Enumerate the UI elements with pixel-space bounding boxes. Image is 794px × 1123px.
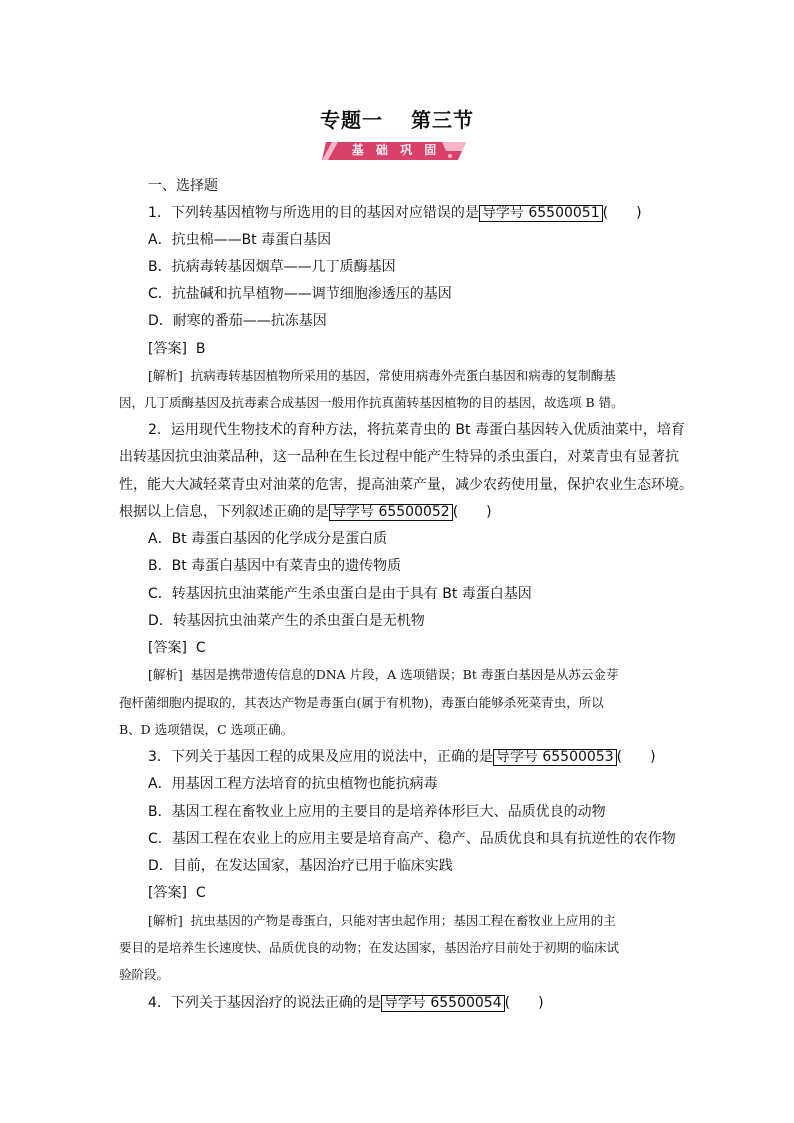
- answer-value: C: [195, 885, 206, 901]
- q3-analysis-line-3: 验阶段。: [119, 967, 170, 982]
- q1-option-a: A．抗虫棉——Bt 毒蛋白基因: [148, 232, 332, 248]
- q3-stem: 3．下列关于基因工程的成果及应用的说法中，正确的是 导学号 65500053 ( ): [148, 749, 656, 765]
- q2-analysis-line-2: 孢杆菌细胞内提取的，其表达产物是毒蛋白(属于有机物)，毒蛋白能够杀死菜青虫，所以: [119, 695, 604, 710]
- q4-stem: 4．下列关于基因治疗的说法正确的是 导学号 65500054 ( ): [148, 995, 544, 1011]
- title-right: 第三节: [411, 108, 474, 132]
- banner-text: 基 础 巩 固: [351, 143, 441, 157]
- q1-analysis-line-2: 因，几丁质酶基因及抗毒素合成基因一般用作抗真菌转基因植物的目的基因，故选项 B 错。: [119, 395, 624, 410]
- q1-guide-number[interactable]: 导学号 65500051: [479, 205, 603, 222]
- q1-option-d: D．耐寒的番茄——抗冻基因: [148, 313, 327, 329]
- section-heading: 一、选择题: [148, 178, 218, 194]
- page-title: [0, 104, 794, 133]
- q2-option-c: C．转基因抗虫油菜能产生杀虫蛋白是由于具有 Bt 毒蛋白基因: [148, 586, 532, 602]
- q2-stem-line-2: 出转基因抗虫油菜品种，这一品种在生长过程中能产生特异的杀虫蛋白，对菜青虫有显著抗: [119, 449, 679, 465]
- q3-analysis-line-1: [解析] 抗虫基因的产物是毒蛋白，只能对害虫起作用；基因工程在畜牧业上应用的主: [148, 913, 616, 928]
- q1-answer: [148, 339, 205, 359]
- q2-option-d: D．转基因抗虫油菜产生的杀虫蛋白是无机物: [148, 613, 425, 629]
- q3-analysis-line-2: 要目的是培养生长速度快、品质优良的动物；在发达国家，基因治疗目前处于初期的临床试: [119, 940, 620, 955]
- answer-tag: [答案]: [148, 885, 187, 901]
- q2-stem-line-4: 根据以上信息，下列叙述正确的是 导学号 65500052 ( ): [119, 504, 492, 520]
- q2-analysis-line-3: B、D 选项错误，C 选项正确。: [119, 722, 294, 737]
- answer-tag: [答案]: [148, 341, 187, 357]
- section-banner: [322, 140, 470, 162]
- q2-option-b: B．Bt 毒蛋白基因中有菜青虫的遗传物质: [148, 558, 402, 574]
- q4-guide-number[interactable]: 导学号 65500054: [381, 995, 505, 1012]
- q3-option-b: B．基因工程在畜牧业上应用的主要目的是培养体形巨大、品质优良的动物: [148, 804, 606, 820]
- analysis-tag: [解析]: [148, 913, 183, 928]
- q2-stem-line-3: 性，能大大减轻菜青虫对油菜的危害，提高油菜产量，减少农药使用量，保护农业生态环境。: [119, 477, 693, 493]
- q1-stem: 1．下列转基因植物与所选用的目的基因对应错误的是 导学号 65500051 ( ): [148, 205, 642, 221]
- q3-option-d: D．目前，在发达国家，基因治疗已用于临床实践: [148, 858, 453, 874]
- q2-stem-line-1: 2．运用现代生物技术的育种方法，将抗菜青虫的 Bt 毒蛋白基因转入优质油菜中，培育: [148, 422, 685, 438]
- answer-tag: [答案]: [148, 640, 187, 656]
- answer-value: C: [195, 640, 206, 656]
- q2-option-a: A．Bt 毒蛋白基因的化学成分是蛋白质: [148, 531, 388, 547]
- q3-option-a: A．用基因工程方法培育的抗虫植物也能抗病毒: [148, 776, 438, 792]
- q1-analysis-line-1: [解析] 抗病毒转基因植物所采用的基因，常使用病毒外壳蛋白基因和病毒的复制酶基: [148, 368, 616, 383]
- q3-guide-number[interactable]: 导学号 65500053: [493, 749, 617, 766]
- q3-option-c: C．基因工程在农业上的应用主要是培育高产、稳产、品质优良和具有抗逆性的农作物: [148, 831, 676, 847]
- q2-guide-number[interactable]: 导学号 65500052: [329, 504, 453, 521]
- q1-option-b: B．抗病毒转基因烟草——几丁质酶基因: [148, 259, 396, 275]
- analysis-tag: [解析]: [148, 667, 183, 682]
- q3-answer: [148, 883, 206, 903]
- q2-answer: [148, 638, 206, 658]
- title-left: 专题一: [320, 108, 383, 132]
- q2-analysis-line-1: [解析] 基因是携带遗传信息的DNA 片段，A 选项错误；Bt 毒蛋白基因是从苏云金芽: [148, 667, 619, 682]
- q1-option-c: C．抗盐碱和抗旱植物——调节细胞渗透压的基因: [148, 286, 452, 302]
- analysis-tag: [解析]: [148, 368, 183, 383]
- answer-value: B: [195, 341, 206, 357]
